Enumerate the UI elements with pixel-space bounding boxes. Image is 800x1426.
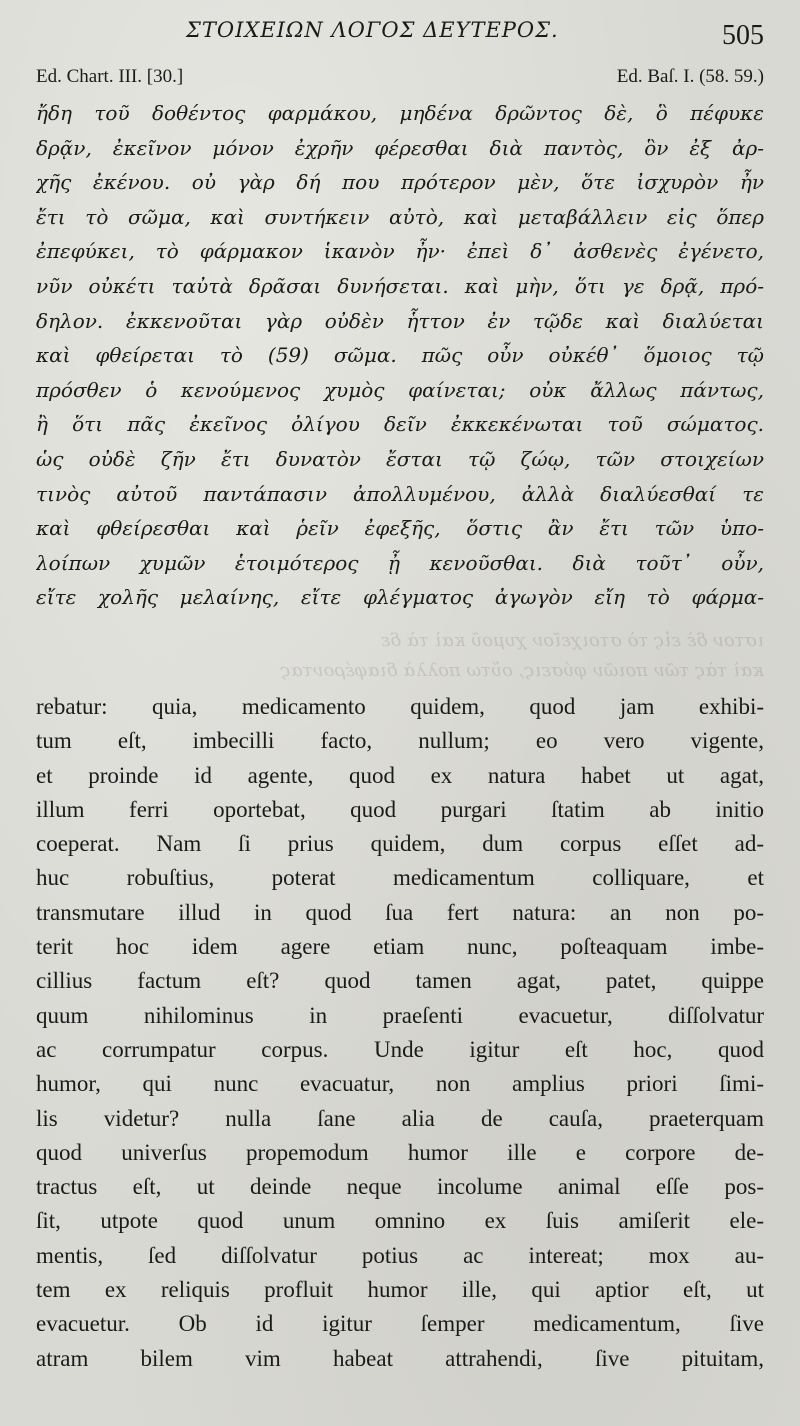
latin-line: transmutare illud in quod ſua fert natura: an non po- [36,899,764,925]
latin-line: coeperat. Nam ſi prius quidem, dum corpus eſſet ad- [36,831,764,857]
latin-line: tractus eſt, ut deinde neque incolume animal eſſe pos- [36,1174,764,1200]
latin-line: cillius factum eſt? quod tamen agat, patet, quippe [36,968,764,994]
greek-text-block [36,96,764,615]
latin-line: evacuetur. Ob id igitur ſemper medicamentum, ſive [36,1311,764,1337]
latin-text-block [36,690,764,1376]
latin-line: rebatur: quia, medicamento quidem, quod jam exhibi- [36,694,764,719]
latin-line: mentis, ſed diſſolvatur potius ac intereat; mox au- [36,1242,764,1268]
greek-line: καὶ φθείρεται τὸ (59) σῶμα. πῶς οὖν οὐκέθ᾽ ὅμοιος τῷ [36,343,764,368]
latin-line: terit hoc idem agere etiam nunc, poſteaquam imbe- [36,934,764,960]
latin-line: quod univerſus propemodum humor ille e corpore de- [36,1139,764,1165]
latin-line: ac corrumpatur corpus. Unde igitur eſt hoc, quod [36,1036,764,1062]
latin-line: tum eſt, imbecilli facto, nullum; eo vero vigente, [36,728,764,754]
latin-line: atram bilem vim habeat attrahendi, ſive pituitam, [36,1345,764,1371]
edition-reference-right: Ed. Baſ. I. (58. 59.) [616,66,764,87]
greek-line: χῆς ἐκένου. οὐ γὰρ δή που πρότερον μὲν, ὅτε ἰσχυρὸν ἦν [36,170,764,195]
edition-reference-left: Ed. Chart. III. [30.] [36,66,184,87]
latin-line: humor, qui nunc evacuatur, non amplius priori ſimi- [36,1071,764,1097]
latin-line: huc robuſtius, poterat medicamentum colliquare, et [36,865,764,891]
greek-line: καὶ φθείρεσθαι καὶ ῥεῖν ἐφεξῆς, ὅστις ἂν ἔτι τῶν ὑπο- [36,516,764,541]
greek-line: δηλον. ἐκκενοῦται γὰρ οὐδὲν ἧττον ἐν τῷδε καὶ διαλύεται [36,308,764,333]
greek-line: ἢ ὅτι πᾶς ἐκεῖνος ὀλίγου δεῖν ἐκκεκένωται τοῦ σώματος. [36,412,764,437]
latin-line: tem ex reliquis profluit humor ille, qui aptior eſt, ut [36,1277,764,1303]
latin-line: ſit, utpote quod unum omnino ex ſuis amiſerit ele- [36,1208,764,1234]
greek-line: πρόσθεν ὁ κενούμενος χυμὸς φαίνεται; οὐκ ἄλλως πάντως, [36,377,764,402]
latin-line: quum nihilominus in praeſenti evacuetur, diſſolvatur [36,1002,764,1028]
latin-line: illum ferri oportebat, quod purgari ſtatim ab initio [36,796,764,822]
latin-line: lis videtur? nulla ſane alia de cauſa, praeterquam [36,1105,764,1131]
greek-line: λοίπων χυμῶν ἑτοιμότερος ᾖ κενοῦσθαι. διὰ τοῦτ᾽ οὖν, [36,550,764,575]
greek-line: ὡς οὐδὲ ζῆν ἔτι δυνατὸν ἔσται τῷ ζώῳ, τῶν στοιχείων [36,446,764,471]
greek-line: νῦν οὐκέτι ταὐτὰ δρᾶσαι δυνήσεται. καὶ μὴν, ὅτι γε δρᾷ, πρό- [36,273,764,298]
page-number: 505 [722,20,764,51]
latin-line: et proinde id agente, quod ex natura habet ut agat, [36,762,764,788]
show-through-ink: ιστον δὲ εἰς τὸ στοιχεῖον χυμοῦ καὶ τὰ δε καὶ τὰς τῶν ποιῶν φύσεις, οὕτω πολλὰ διαφέροντας [280,630,764,681]
greek-line: τινὸς αὐτοῦ παντάπασιν ἀπολλυμένου, ἀλλὰ διαλύεσθαί τε [36,481,764,506]
greek-line: ἔτι τὸ σῶμα, καὶ συντήκειν αὐτὸ, καὶ μεταβάλλειν εἰς ὅπερ [36,204,764,229]
running-head: ΣΤΟΙΧΕΙΩΝ ΛΟΓΟΣ ΔΕΥΤΕΡΟΣ. [186,18,559,42]
greek-line: δρᾷν, ἐκεῖνον μόνον ἐχρῆν φέρεσθαι διὰ παντὸς, ὃν ἐξ ἀρ- [36,135,764,160]
greek-line: εἴτε χολῆς μελαίνης, εἴτε φλέγματος ἀγωγὸν εἴη τὸ φάρμα- [36,585,764,610]
greek-line: ἐπεφύκει, τὸ φάρμακον ἱκανὸν ἦν· ἐπεὶ δ᾽ ἀσθενὲς ἐγένετο, [36,239,764,264]
greek-line: ἤδη τοῦ δοθέντος φαρμάκου, μηδένα δρῶντος δὲ, ὃ πέφυκε [36,101,764,125]
